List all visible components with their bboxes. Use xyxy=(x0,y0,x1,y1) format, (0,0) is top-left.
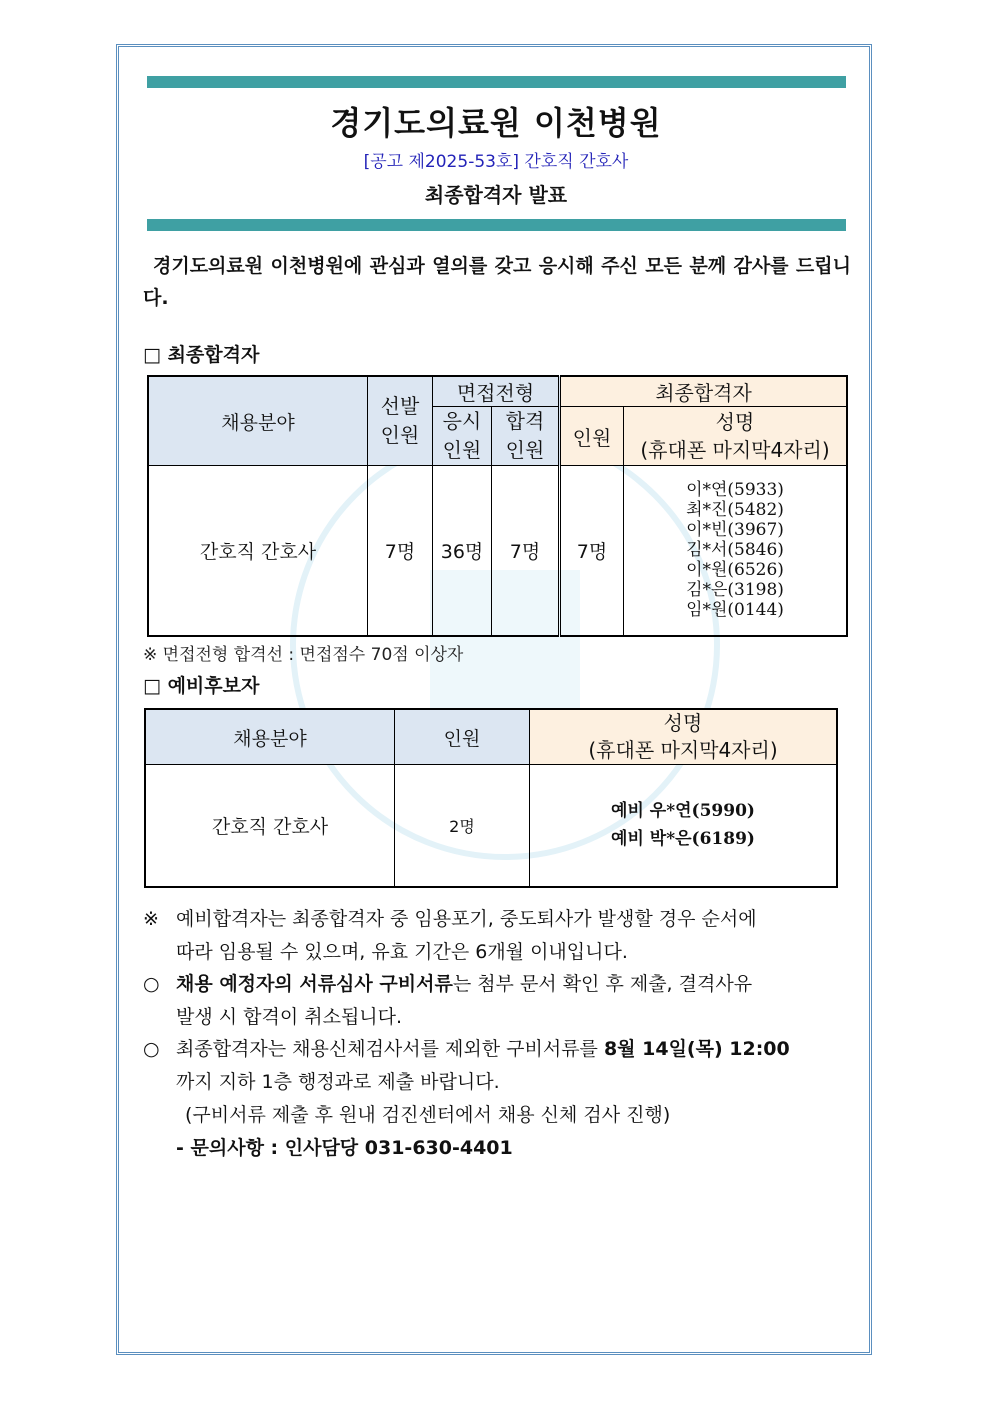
top-bar xyxy=(147,76,846,88)
circle-bullet: ○ xyxy=(143,1038,160,1060)
header-passed: 합격 인원 xyxy=(492,407,560,466)
header-quota: 선발 인원 xyxy=(368,376,433,466)
documents-note xyxy=(143,968,853,1034)
documents-note-bold: 채용 예정자의 서류심사 구비서류 xyxy=(176,973,453,995)
reserve-note xyxy=(143,903,853,969)
final-names-cell xyxy=(624,466,848,636)
reserve-name: 예비 박*은(6189) xyxy=(611,829,755,850)
notice-number: [공고 제2025-53호] 간호직 간호사 xyxy=(363,152,629,172)
submission-deadline: 8월 14일(목) 12:00 xyxy=(603,1038,790,1060)
documents-note-line2: 발생 시 합격이 취소됩니다. xyxy=(176,1006,403,1028)
bottom-bar xyxy=(147,219,846,231)
final-name: 이*연(5933) xyxy=(686,480,784,501)
intro-text: 경기도의료원 이천병원에 관심과 열의를 갖고 응시해 주신 모든 분께 감사를 드립니다. xyxy=(143,255,851,309)
header-final-count: 인원 xyxy=(560,407,624,466)
reserve-header-name: 성명 (휴대폰 마지막4자리) xyxy=(530,709,838,765)
documents-note-rest: 는 첨부 문서 확인 후 제출, 결격사유 xyxy=(452,973,753,995)
reserve-field: 간호직 간호사 xyxy=(145,765,395,887)
final-name: 임*원(0144) xyxy=(686,600,784,621)
header-final-name: 성명 (휴대폰 마지막4자리) xyxy=(624,407,848,466)
reserve-note-line2: 따라 임용될 수 있으며, 유효 기간은 6개월 이내입니다. xyxy=(176,941,628,963)
contact-info: - 문의사항 : 인사담당 031-630-4401 xyxy=(176,1137,513,1159)
reserve-name: 예비 우*연(5990) xyxy=(611,801,755,822)
final-field: 간호직 간호사 xyxy=(148,466,368,636)
final-name: 김*은(3198) xyxy=(686,580,784,601)
submission-note-line3: (구비서류 제출 후 원내 검진센터에서 채용 신체 검사 진행) xyxy=(185,1104,671,1126)
final-heading: □ 최종합격자 xyxy=(143,344,260,366)
header-applicants: 응시 인원 xyxy=(433,407,492,466)
submission-note-text: 최종합격자는 채용신체검사서를 제외한 구비서류를 xyxy=(176,1038,604,1060)
final-name: 최*진(5482) xyxy=(686,500,784,521)
interview-note: ※ 면접전형 합격선 : 면접점수 70점 이상자 xyxy=(143,645,464,665)
header-final: 최종합격자 xyxy=(560,376,848,407)
final-quota: 7명 xyxy=(368,466,433,636)
final-name: 김*서(5846) xyxy=(686,540,784,561)
final-name: 이*빈(3967) xyxy=(686,520,784,541)
reserve-header-count: 인원 xyxy=(395,709,530,765)
reserve-heading: □ 예비후보자 xyxy=(143,675,260,697)
reserve-note-line1: 예비합격자는 최종합격자 중 임용포기, 중도퇴사가 발생할 경우 순서에 xyxy=(176,908,757,930)
header-field: 채용분야 xyxy=(148,376,368,466)
header-interview: 면접전형 xyxy=(433,376,560,407)
final-count: 7명 xyxy=(560,466,624,636)
circle-bullet: ○ xyxy=(143,973,160,995)
reserve-header-field: 채용분야 xyxy=(145,709,395,765)
page-title: 경기도의료원 이천병원 xyxy=(330,104,662,142)
reference-mark: ※ xyxy=(143,908,159,930)
submission-note xyxy=(143,1033,853,1165)
final-name: 이*원(6526) xyxy=(686,560,784,581)
submission-note-line2: 까지 지하 1층 행정과로 제출 바랍니다. xyxy=(176,1071,500,1093)
page-subtitle: 최종합격자 발표 xyxy=(424,183,568,207)
final-applicants: 36명 xyxy=(433,466,492,636)
reserve-count: 2명 xyxy=(395,765,530,887)
final-passed: 7명 xyxy=(492,466,560,636)
final-table xyxy=(147,375,848,637)
reserve-table xyxy=(144,708,838,888)
reserve-names-cell xyxy=(530,765,838,887)
